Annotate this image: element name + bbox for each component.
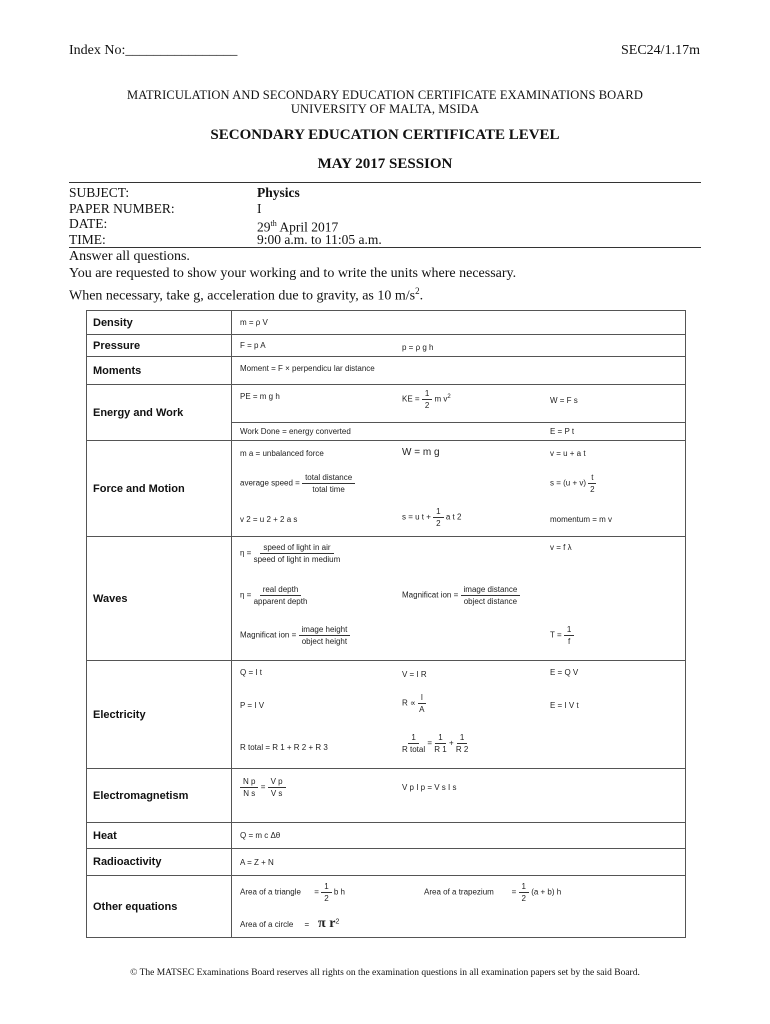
formula-moment: Moment = F × perpendicu lar distance bbox=[240, 364, 375, 373]
formula-transformer-power: V p I p = V s I s bbox=[402, 783, 457, 792]
formula-trapezium-area: Area of a trapezium = $\frac{1}{2}$ (a + b) h bbox=[424, 882, 562, 903]
formula-resistance-proportional: R ∝ $\frac{l}{A}$ bbox=[402, 693, 425, 714]
category-density: Density bbox=[87, 311, 232, 335]
paper-number-label: PAPER NUMBER: bbox=[69, 201, 175, 216]
certificate-level-title: SECONDARY EDUCATION CERTIFICATE LEVEL bbox=[210, 127, 560, 143]
instruction-3: When necessary, take g, acceleration due to gravity, as 10 $m/s^2$. bbox=[69, 286, 424, 304]
formula-magnification-distance: Magnificat ion = $\frac{\text{image distance}}{\text{object distance}}$ bbox=[402, 585, 520, 606]
formula-triangle-area: Area of a triangle = $\frac{1}{2}$ b h bbox=[240, 882, 345, 903]
university-name: UNIVERSITY OF MALTA, MSIDA bbox=[290, 102, 480, 116]
copyright-notice: © The MATSEC Examinations Board reserves all rights on the examination questions in all examination papers set by the said Board. bbox=[130, 968, 640, 978]
time-value: 9:00 a.m. to 11:05 a.m. bbox=[257, 232, 382, 247]
top-rule bbox=[69, 182, 701, 183]
formula-displacement-average: s = (u + v) $\frac{t}{2}$ bbox=[550, 473, 595, 494]
formula-series-resistance: R total = R 1 + R 2 + R 3 bbox=[240, 743, 328, 752]
formula-parallel-resistance: $\frac{1}{\text{R total}}$ = $\frac{1}{R 1}$ + $\frac{1}{R 2}$ bbox=[402, 733, 469, 754]
formula-nucleon-number: A = Z + N bbox=[240, 858, 274, 867]
formula-electrical-energy: E = I V t bbox=[550, 701, 579, 710]
category-pressure: Pressure bbox=[87, 335, 232, 357]
category-electricity: Electricity bbox=[87, 661, 232, 769]
formula-ohms-law: V = I R bbox=[402, 670, 427, 679]
category-radioactivity: Radioactivity bbox=[87, 849, 232, 876]
formula-newton-second-law: m a = unbalanced force bbox=[240, 449, 324, 458]
formula-refractive-index-speed: η = $\frac{\text{speed of light in air}}{\text{speed of light in medium}}$ bbox=[240, 543, 341, 564]
formula-circle-area: Area of a circle = π $r^2$ bbox=[240, 916, 340, 931]
category-moments: Moments bbox=[87, 357, 232, 385]
category-waves: Waves bbox=[87, 537, 232, 661]
formula-energy-charge: E = Q V bbox=[550, 668, 579, 677]
formula-electric-power: P = I V bbox=[240, 701, 265, 710]
category-other-equations: Other equations bbox=[87, 876, 232, 938]
date-label: DATE: bbox=[69, 216, 108, 231]
time-label: TIME: bbox=[69, 232, 106, 247]
instruction-2: You are requested to show your working and to write the units where necessary. bbox=[69, 266, 517, 281]
session-title: MAY 2017 SESSION bbox=[317, 156, 453, 172]
formula-displacement-ut: s = u t + $\frac{1}{2}$ a t 2 bbox=[402, 507, 462, 528]
formula-work: W = F s bbox=[550, 396, 578, 405]
formula-momentum: momentum = m v bbox=[550, 515, 613, 524]
formula-density: m = ρ V bbox=[240, 318, 268, 327]
formula-v-squared: v 2 = u 2 + 2 a s bbox=[240, 515, 298, 524]
board-name: MATRICULATION AND SECONDARY EDUCATION CERTIFICATE EXAMINATIONS BOARD bbox=[126, 88, 643, 102]
subject-label: SUBJECT: bbox=[69, 185, 130, 200]
formula-period: T = $\frac{1}{f}$ bbox=[550, 625, 574, 646]
category-energy-work: Energy and Work bbox=[87, 385, 232, 441]
formula-magnification-height: Magnificat ion = $\frac{\text{image height}}{\text{object height}}$ bbox=[240, 625, 350, 646]
formula-kinetic-energy: KE = $\frac{1}{2}$ m $v^2$ bbox=[402, 389, 451, 410]
formula-velocity: v = u + a t bbox=[550, 449, 586, 458]
formula-average-speed: average speed = $\frac{\text{total distance}}{\text{total time}}$ bbox=[240, 473, 355, 494]
index-number-field: Index No:________________ bbox=[69, 43, 238, 58]
formula-work-done: Work Done = energy converted bbox=[240, 427, 351, 436]
date-value: 29th April 2017 bbox=[257, 219, 339, 235]
paper-number-value: I bbox=[257, 201, 262, 216]
category-force-motion: Force and Motion bbox=[87, 441, 232, 537]
formula-energy-power: E = P t bbox=[550, 427, 575, 436]
category-electromagnetism: Electromagnetism bbox=[87, 769, 232, 823]
info-rule bbox=[69, 247, 701, 248]
formula-heat: Q = m c Δθ bbox=[240, 831, 281, 840]
formula-table bbox=[86, 310, 686, 938]
formula-weight: W = m g bbox=[402, 447, 440, 458]
formula-charge: Q = I t bbox=[240, 668, 263, 677]
formula-potential-energy: PE = m g h bbox=[240, 392, 280, 401]
formula-pressure-depth: p = ρ g h bbox=[402, 343, 434, 352]
formula-pressure-force: F = p A bbox=[240, 341, 266, 350]
instruction-1: Answer all questions. bbox=[69, 249, 190, 264]
formula-turns-ratio: $\frac{\text{N p}}{\text{N s}}$ = $\frac{\text{V p}}{\text{V s}}$ bbox=[240, 777, 286, 798]
formula-wave-equation: v = f λ bbox=[550, 543, 572, 552]
subject-value: Physics bbox=[257, 185, 300, 200]
category-heat: Heat bbox=[87, 823, 232, 849]
formula-refractive-index-depth: η = $\frac{\text{real depth}}{\text{apparent depth}}$ bbox=[240, 585, 308, 606]
paper-code: SEC24/1.17m bbox=[621, 43, 700, 58]
